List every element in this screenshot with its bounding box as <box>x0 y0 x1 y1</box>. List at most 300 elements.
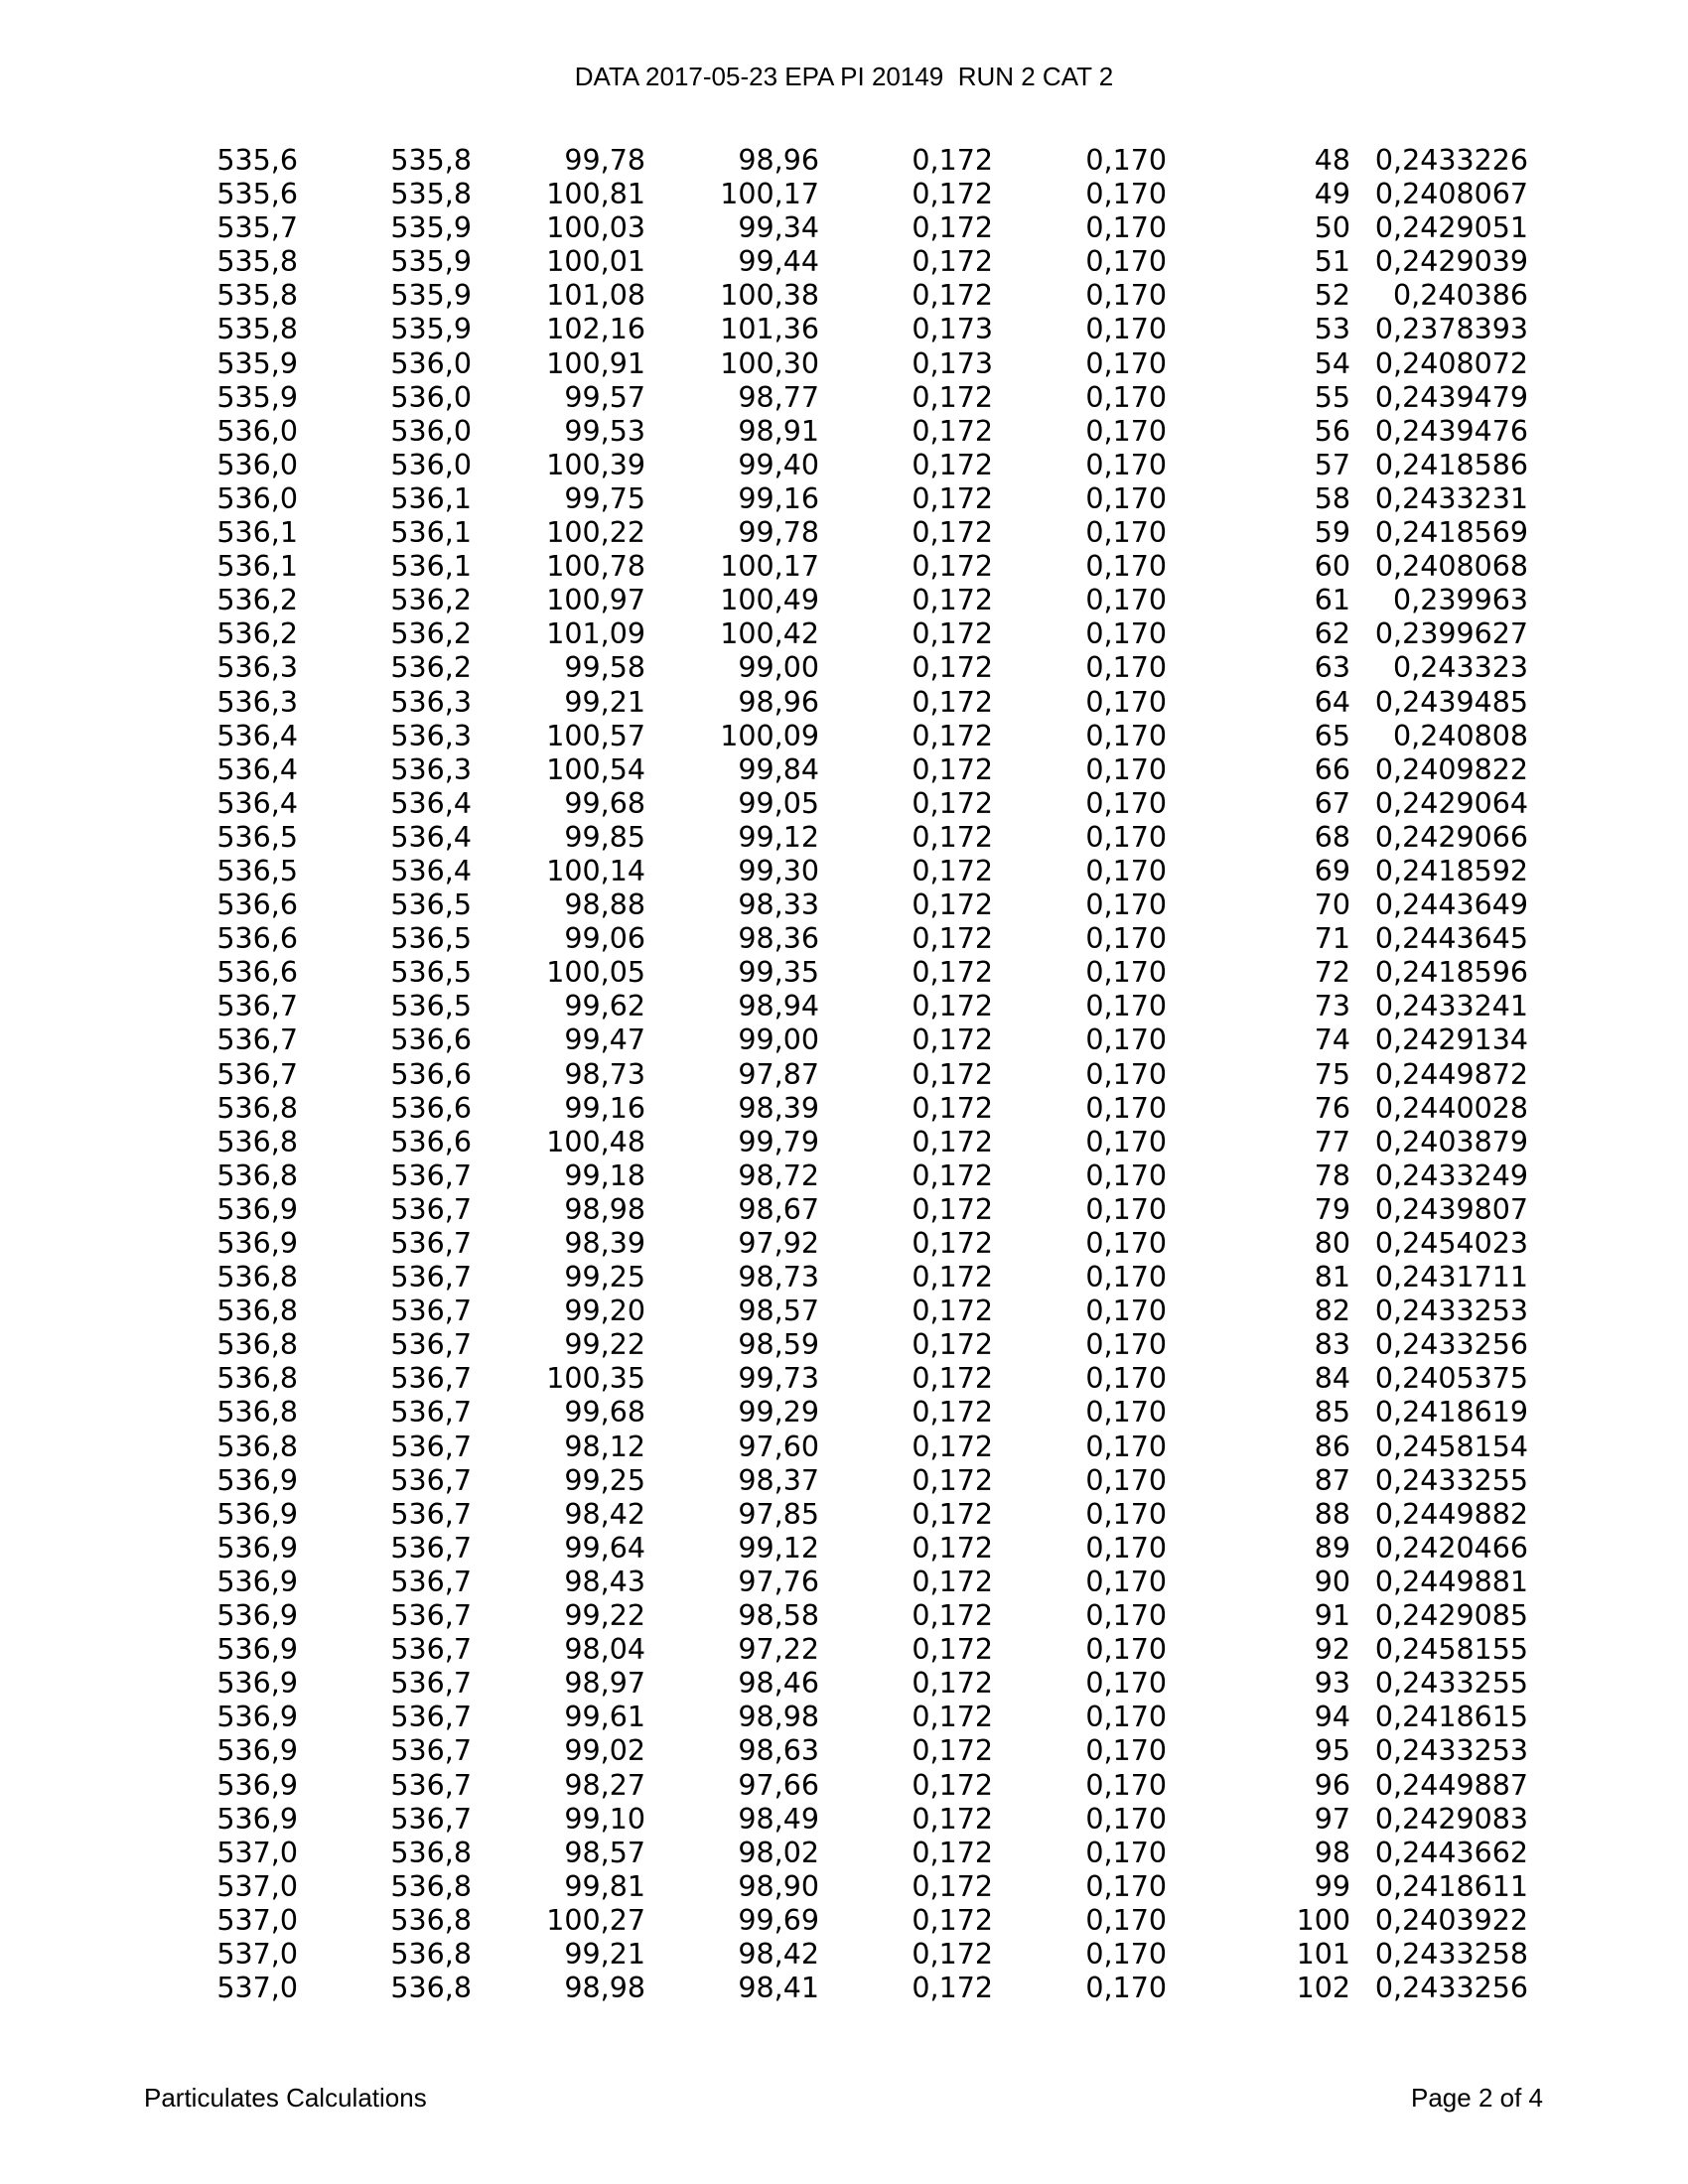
table-cell: 535,9 <box>390 279 472 313</box>
table-cell: 536,2 <box>390 651 472 685</box>
table-cell: 0,2418596 <box>1374 956 1528 990</box>
table-cell: 0,2418569 <box>1374 516 1528 550</box>
table-row <box>0 1092 1688 1126</box>
table-cell: 536,5 <box>390 888 472 922</box>
table-row <box>0 482 1688 516</box>
table-cell: 536,9 <box>216 1633 298 1667</box>
table-cell: 84 <box>1314 1362 1350 1396</box>
table-cell: 99,62 <box>564 990 645 1024</box>
table-cell: 48 <box>1314 144 1350 177</box>
table-cell: 0,170 <box>1085 211 1167 245</box>
table-cell: 99,84 <box>738 752 819 786</box>
table-row <box>0 617 1688 651</box>
table-cell: 0,170 <box>1085 990 1167 1024</box>
table-cell: 0,2433256 <box>1374 1972 1528 2005</box>
table-cell: 0,170 <box>1085 1463 1167 1497</box>
table-cell: 0,2439485 <box>1374 685 1528 719</box>
table-row <box>0 144 1688 178</box>
table-cell: 87 <box>1314 1463 1350 1497</box>
table-cell: 536,5 <box>216 854 298 887</box>
table-cell: 0,170 <box>1085 719 1167 752</box>
table-cell: 0,240808 <box>1393 719 1528 752</box>
table-cell: 100,78 <box>546 550 645 584</box>
table-cell: 0,2458155 <box>1374 1633 1528 1667</box>
table-cell: 97,66 <box>738 1768 819 1802</box>
table-cell: 536,8 <box>390 1836 472 1869</box>
table-row <box>0 1972 1688 2005</box>
table-cell: 98,91 <box>738 414 819 448</box>
table-cell: 0,172 <box>912 245 993 279</box>
table-cell: 0,172 <box>912 481 993 515</box>
table-cell: 0,172 <box>912 1903 993 1937</box>
table-cell: 58 <box>1314 481 1350 515</box>
table-cell: 0,2429085 <box>1374 1599 1528 1633</box>
table-row <box>0 1837 1688 1870</box>
table-cell: 536,1 <box>390 550 472 584</box>
table-cell: 0,172 <box>912 1091 993 1125</box>
table-cell: 536,1 <box>216 516 298 550</box>
table-cell: 100,38 <box>720 279 819 313</box>
table-cell: 51 <box>1314 245 1350 279</box>
table-cell: 79 <box>1314 1192 1350 1226</box>
table-cell: 88 <box>1314 1497 1350 1531</box>
table-cell: 536,9 <box>216 1497 298 1531</box>
table-cell: 536,8 <box>390 1869 472 1903</box>
table-cell: 0,243323 <box>1393 651 1528 685</box>
table-cell: 0,2454023 <box>1374 1227 1528 1260</box>
table-cell: 0,170 <box>1085 1599 1167 1633</box>
table-cell: 54 <box>1314 346 1350 380</box>
table-cell: 0,170 <box>1085 1024 1167 1057</box>
table-cell: 0,170 <box>1085 617 1167 651</box>
table-cell: 98,41 <box>738 1972 819 2005</box>
table-cell: 0,170 <box>1085 1836 1167 1869</box>
table-cell: 98,90 <box>738 1869 819 1903</box>
table-cell: 0,172 <box>912 854 993 887</box>
table-row <box>0 956 1688 990</box>
table-cell: 0,170 <box>1085 1091 1167 1125</box>
table-cell: 0,172 <box>912 1701 993 1734</box>
table-cell: 0,170 <box>1085 313 1167 346</box>
table-cell: 93 <box>1314 1667 1350 1701</box>
table-cell: 0,172 <box>912 279 993 313</box>
table-cell: 68 <box>1314 820 1350 854</box>
table-cell: 60 <box>1314 550 1350 584</box>
table-cell: 536,8 <box>390 1903 472 1937</box>
table-cell: 535,8 <box>216 279 298 313</box>
table-cell: 537,0 <box>216 1937 298 1971</box>
table-row <box>0 821 1688 855</box>
table-cell: 100,35 <box>546 1362 645 1396</box>
table-cell: 0,2449887 <box>1374 1768 1528 1802</box>
table-cell: 99,10 <box>564 1802 645 1836</box>
table-cell: 98,36 <box>738 922 819 956</box>
table-cell: 70 <box>1314 888 1350 922</box>
table-cell: 0,239963 <box>1393 584 1528 617</box>
table-row <box>0 415 1688 449</box>
table-cell: 535,7 <box>216 211 298 245</box>
table-cell: 536,6 <box>390 1024 472 1057</box>
table-row <box>0 1498 1688 1532</box>
table-cell: 100,39 <box>546 448 645 481</box>
table-cell: 98,63 <box>738 1734 819 1768</box>
table-cell: 0,172 <box>912 1565 993 1598</box>
table-cell: 99,73 <box>738 1362 819 1396</box>
table-cell: 536,8 <box>216 1396 298 1430</box>
table-cell: 0,170 <box>1085 584 1167 617</box>
table-cell: 99,12 <box>738 1531 819 1565</box>
table-cell: 0,2418615 <box>1374 1701 1528 1734</box>
table-cell: 0,170 <box>1085 448 1167 481</box>
table-cell: 100,27 <box>546 1903 645 1937</box>
table-cell: 0,170 <box>1085 1192 1167 1226</box>
table-cell: 99,40 <box>738 448 819 481</box>
table-cell: 0,2433256 <box>1374 1328 1528 1362</box>
table-cell: 0,2443662 <box>1374 1836 1528 1869</box>
table-cell: 0,172 <box>912 1802 993 1836</box>
table-cell: 0,170 <box>1085 888 1167 922</box>
table-cell: 0,172 <box>912 1972 993 2005</box>
table-cell: 75 <box>1314 1057 1350 1091</box>
table-cell: 536,8 <box>216 1430 298 1463</box>
table-row <box>0 381 1688 415</box>
table-cell: 80 <box>1314 1227 1350 1260</box>
table-cell: 536,8 <box>216 1261 298 1295</box>
table-cell: 98,02 <box>738 1836 819 1869</box>
table-cell: 91 <box>1314 1599 1350 1633</box>
table-cell: 98,57 <box>564 1836 645 1869</box>
table-cell: 535,6 <box>216 178 298 211</box>
table-cell: 100,81 <box>546 178 645 211</box>
table-cell: 0,172 <box>912 178 993 211</box>
table-cell: 0,172 <box>912 516 993 550</box>
table-cell: 0,2439479 <box>1374 380 1528 414</box>
table-cell: 98,37 <box>738 1463 819 1497</box>
table-cell: 99,64 <box>564 1531 645 1565</box>
table-row <box>0 1160 1688 1193</box>
table-cell: 0,2403879 <box>1374 1125 1528 1159</box>
table-cell: 0,2429066 <box>1374 820 1528 854</box>
table-cell: 536,8 <box>390 1937 472 1971</box>
table-cell: 0,170 <box>1085 1396 1167 1430</box>
table-cell: 99,00 <box>738 1024 819 1057</box>
table-row <box>0 550 1688 584</box>
table-cell: 536,1 <box>390 481 472 515</box>
table-cell: 0,170 <box>1085 922 1167 956</box>
table-cell: 99,25 <box>564 1261 645 1295</box>
table-cell: 89 <box>1314 1531 1350 1565</box>
table-cell: 0,2449882 <box>1374 1497 1528 1531</box>
table-cell: 99,22 <box>564 1599 645 1633</box>
table-cell: 0,172 <box>912 786 993 820</box>
table-cell: 99,81 <box>564 1869 645 1903</box>
table-cell: 536,6 <box>216 888 298 922</box>
table-cell: 0,172 <box>912 1768 993 1802</box>
table-cell: 0,2433255 <box>1374 1667 1528 1701</box>
table-cell: 97,60 <box>738 1430 819 1463</box>
table-row <box>0 1904 1688 1938</box>
table-cell: 97,92 <box>738 1227 819 1260</box>
table-cell: 0,172 <box>912 1192 993 1226</box>
table-cell: 0,170 <box>1085 245 1167 279</box>
table-cell: 0,172 <box>912 1057 993 1091</box>
table-cell: 73 <box>1314 990 1350 1024</box>
table-cell: 0,2429064 <box>1374 786 1528 820</box>
table-cell: 0,2429051 <box>1374 211 1528 245</box>
table-cell: 98 <box>1314 1836 1350 1869</box>
table-cell: 536,7 <box>216 990 298 1024</box>
table-cell: 536,7 <box>390 1667 472 1701</box>
table-cell: 92 <box>1314 1633 1350 1667</box>
table-cell: 0,170 <box>1085 279 1167 313</box>
table-cell: 67 <box>1314 786 1350 820</box>
table-cell: 536,7 <box>390 1396 472 1430</box>
table-cell: 98,97 <box>564 1667 645 1701</box>
table-cell: 0,172 <box>912 990 993 1024</box>
table-cell: 536,6 <box>390 1057 472 1091</box>
table-cell: 536,8 <box>216 1091 298 1125</box>
table-cell: 0,170 <box>1085 752 1167 786</box>
table-cell: 0,172 <box>912 1396 993 1430</box>
table-cell: 0,170 <box>1085 1295 1167 1328</box>
table-cell: 99,69 <box>738 1903 819 1937</box>
table-cell: 0,172 <box>912 820 993 854</box>
table-cell: 98,39 <box>738 1091 819 1125</box>
table-cell: 536,5 <box>390 990 472 1024</box>
table-cell: 536,8 <box>390 1972 472 2005</box>
table-cell: 0,2408072 <box>1374 346 1528 380</box>
table-cell: 0,172 <box>912 1836 993 1869</box>
table-cell: 536,8 <box>216 1295 298 1328</box>
table-cell: 0,172 <box>912 617 993 651</box>
table-cell: 537,0 <box>216 1972 298 2005</box>
table-cell: 535,9 <box>390 313 472 346</box>
table-cell: 0,172 <box>912 1261 993 1295</box>
table-cell: 95 <box>1314 1734 1350 1768</box>
table-cell: 536,7 <box>390 1362 472 1396</box>
table-cell: 0,2458154 <box>1374 1430 1528 1463</box>
table-cell: 0,170 <box>1085 820 1167 854</box>
table-cell: 98,59 <box>738 1328 819 1362</box>
table-row <box>0 888 1688 922</box>
table-cell: 98,46 <box>738 1667 819 1701</box>
table-row <box>0 990 1688 1024</box>
table-cell: 536,7 <box>216 1057 298 1091</box>
table-cell: 98,67 <box>738 1192 819 1226</box>
table-cell: 99,35 <box>738 956 819 990</box>
table-cell: 536,9 <box>216 1531 298 1565</box>
table-cell: 59 <box>1314 516 1350 550</box>
table-cell: 535,9 <box>390 245 472 279</box>
table-cell: 536,1 <box>216 550 298 584</box>
table-cell: 536,7 <box>390 1192 472 1226</box>
table-cell: 99,68 <box>564 1396 645 1430</box>
table-cell: 0,170 <box>1085 1057 1167 1091</box>
table-row <box>0 1769 1688 1803</box>
table-cell: 0,172 <box>912 1869 993 1903</box>
table-cell: 99,02 <box>564 1734 645 1768</box>
table-cell: 0,2420466 <box>1374 1531 1528 1565</box>
table-cell: 0,2431711 <box>1374 1261 1528 1295</box>
table-cell: 536,7 <box>390 1599 472 1633</box>
table-cell: 0,172 <box>912 380 993 414</box>
table-cell: 536,5 <box>390 922 472 956</box>
table-cell: 0,2429083 <box>1374 1802 1528 1836</box>
table-cell: 97,85 <box>738 1497 819 1531</box>
table-cell: 0,2433253 <box>1374 1734 1528 1768</box>
table-cell: 536,7 <box>390 1701 472 1734</box>
table-cell: 536,4 <box>216 752 298 786</box>
table-cell: 536,9 <box>216 1192 298 1226</box>
table-cell: 536,7 <box>390 1734 472 1768</box>
table-cell: 100,54 <box>546 752 645 786</box>
table-row <box>0 1633 1688 1667</box>
table-cell: 98,88 <box>564 888 645 922</box>
table-cell: 536,6 <box>390 1091 472 1125</box>
table-cell: 0,170 <box>1085 1497 1167 1531</box>
table-cell: 536,5 <box>216 820 298 854</box>
table-cell: 0,170 <box>1085 1362 1167 1396</box>
table-cell: 99,22 <box>564 1328 645 1362</box>
table-cell: 536,3 <box>390 719 472 752</box>
table-cell: 0,172 <box>912 144 993 177</box>
table-cell: 0,170 <box>1085 144 1167 177</box>
table-cell: 97,22 <box>738 1633 819 1667</box>
table-cell: 97 <box>1314 1802 1350 1836</box>
table-cell: 98,94 <box>738 990 819 1024</box>
table-cell: 536,7 <box>390 1328 472 1362</box>
table-cell: 76 <box>1314 1091 1350 1125</box>
table-cell: 90 <box>1314 1565 1350 1598</box>
table-cell: 0,2405375 <box>1374 1362 1528 1396</box>
table-cell: 0,2403922 <box>1374 1903 1528 1937</box>
table-cell: 101,08 <box>546 279 645 313</box>
table-cell: 0,170 <box>1085 1667 1167 1701</box>
table-cell: 536,9 <box>216 1599 298 1633</box>
table-cell: 81 <box>1314 1261 1350 1295</box>
table-cell: 0,172 <box>912 1125 993 1159</box>
table-cell: 536,0 <box>390 414 472 448</box>
table-cell: 99,30 <box>738 854 819 887</box>
table-cell: 0,170 <box>1085 1972 1167 2005</box>
table-cell: 0,170 <box>1085 414 1167 448</box>
table-row <box>0 1532 1688 1566</box>
table-row <box>0 1734 1688 1768</box>
table-cell: 536,7 <box>216 1024 298 1057</box>
table-cell: 0,172 <box>912 550 993 584</box>
table-cell: 96 <box>1314 1768 1350 1802</box>
table-cell: 98,27 <box>564 1768 645 1802</box>
table-cell: 536,3 <box>390 685 472 719</box>
table-cell: 49 <box>1314 178 1350 211</box>
table-cell: 102 <box>1296 1972 1350 2005</box>
table-cell: 536,0 <box>390 448 472 481</box>
table-row <box>0 1431 1688 1464</box>
table-cell: 0,2418586 <box>1374 448 1528 481</box>
table-cell: 98,12 <box>564 1430 645 1463</box>
table-cell: 100,14 <box>546 854 645 887</box>
table-cell: 536,9 <box>216 1667 298 1701</box>
table-cell: 0,172 <box>912 1497 993 1531</box>
table-cell: 0,170 <box>1085 956 1167 990</box>
table-cell: 100,48 <box>546 1125 645 1159</box>
table-cell: 0,2418619 <box>1374 1396 1528 1430</box>
table-cell: 0,2433258 <box>1374 1937 1528 1971</box>
table-cell: 536,7 <box>390 1430 472 1463</box>
table-cell: 536,0 <box>390 346 472 380</box>
table-cell: 0,170 <box>1085 1734 1167 1768</box>
table-row <box>0 1227 1688 1261</box>
table-row <box>0 347 1688 381</box>
table-cell: 536,9 <box>216 1227 298 1260</box>
table-cell: 0,170 <box>1085 1633 1167 1667</box>
table-cell: 99 <box>1314 1869 1350 1903</box>
table-cell: 536,4 <box>216 719 298 752</box>
table-cell: 0,2433255 <box>1374 1463 1528 1497</box>
table-cell: 536,7 <box>390 1159 472 1192</box>
table-cell: 99,06 <box>564 922 645 956</box>
table-cell: 537,0 <box>216 1903 298 1937</box>
table-cell: 536,7 <box>390 1565 472 1598</box>
table-cell: 99,44 <box>738 245 819 279</box>
table-row <box>0 1362 1688 1396</box>
table-cell: 102,16 <box>546 313 645 346</box>
table-row <box>0 1126 1688 1160</box>
table-cell: 57 <box>1314 448 1350 481</box>
table-row <box>0 449 1688 482</box>
table-cell: 0,2449881 <box>1374 1565 1528 1598</box>
table-cell: 0,2439476 <box>1374 414 1528 448</box>
table-cell: 0,170 <box>1085 1430 1167 1463</box>
table-cell: 77 <box>1314 1125 1350 1159</box>
table-cell: 98,04 <box>564 1633 645 1667</box>
table-cell: 0,170 <box>1085 1701 1167 1734</box>
table-cell: 98,57 <box>738 1295 819 1328</box>
table-cell: 0,170 <box>1085 685 1167 719</box>
table-cell: 100,91 <box>546 346 645 380</box>
table-cell: 0,170 <box>1085 481 1167 515</box>
table-cell: 0,240386 <box>1393 279 1528 313</box>
table-cell: 535,6 <box>216 144 298 177</box>
table-cell: 535,9 <box>216 380 298 414</box>
table-cell: 536,7 <box>390 1227 472 1260</box>
table-cell: 72 <box>1314 956 1350 990</box>
table-cell: 536,5 <box>390 956 472 990</box>
table-cell: 0,172 <box>912 1463 993 1497</box>
table-cell: 99,57 <box>564 380 645 414</box>
table-cell: 99,16 <box>564 1091 645 1125</box>
table-row <box>0 1193 1688 1227</box>
table-cell: 536,8 <box>216 1159 298 1192</box>
table-cell: 0,2440028 <box>1374 1091 1528 1125</box>
table-cell: 536,3 <box>216 685 298 719</box>
table-cell: 0,2439807 <box>1374 1192 1528 1226</box>
table-row <box>0 1803 1688 1837</box>
table-cell: 99,20 <box>564 1295 645 1328</box>
table-cell: 0,2433249 <box>1374 1159 1528 1192</box>
table-cell: 0,170 <box>1085 1531 1167 1565</box>
table-cell: 0,170 <box>1085 380 1167 414</box>
table-cell: 0,2449872 <box>1374 1057 1528 1091</box>
table-cell: 537,0 <box>216 1836 298 1869</box>
table-cell: 0,2418611 <box>1374 1869 1528 1903</box>
table-cell: 100,22 <box>546 516 645 550</box>
table-cell: 0,172 <box>912 448 993 481</box>
table-row <box>0 922 1688 956</box>
table-cell: 536,3 <box>216 651 298 685</box>
table-cell: 536,0 <box>390 380 472 414</box>
table-cell: 536,4 <box>390 820 472 854</box>
